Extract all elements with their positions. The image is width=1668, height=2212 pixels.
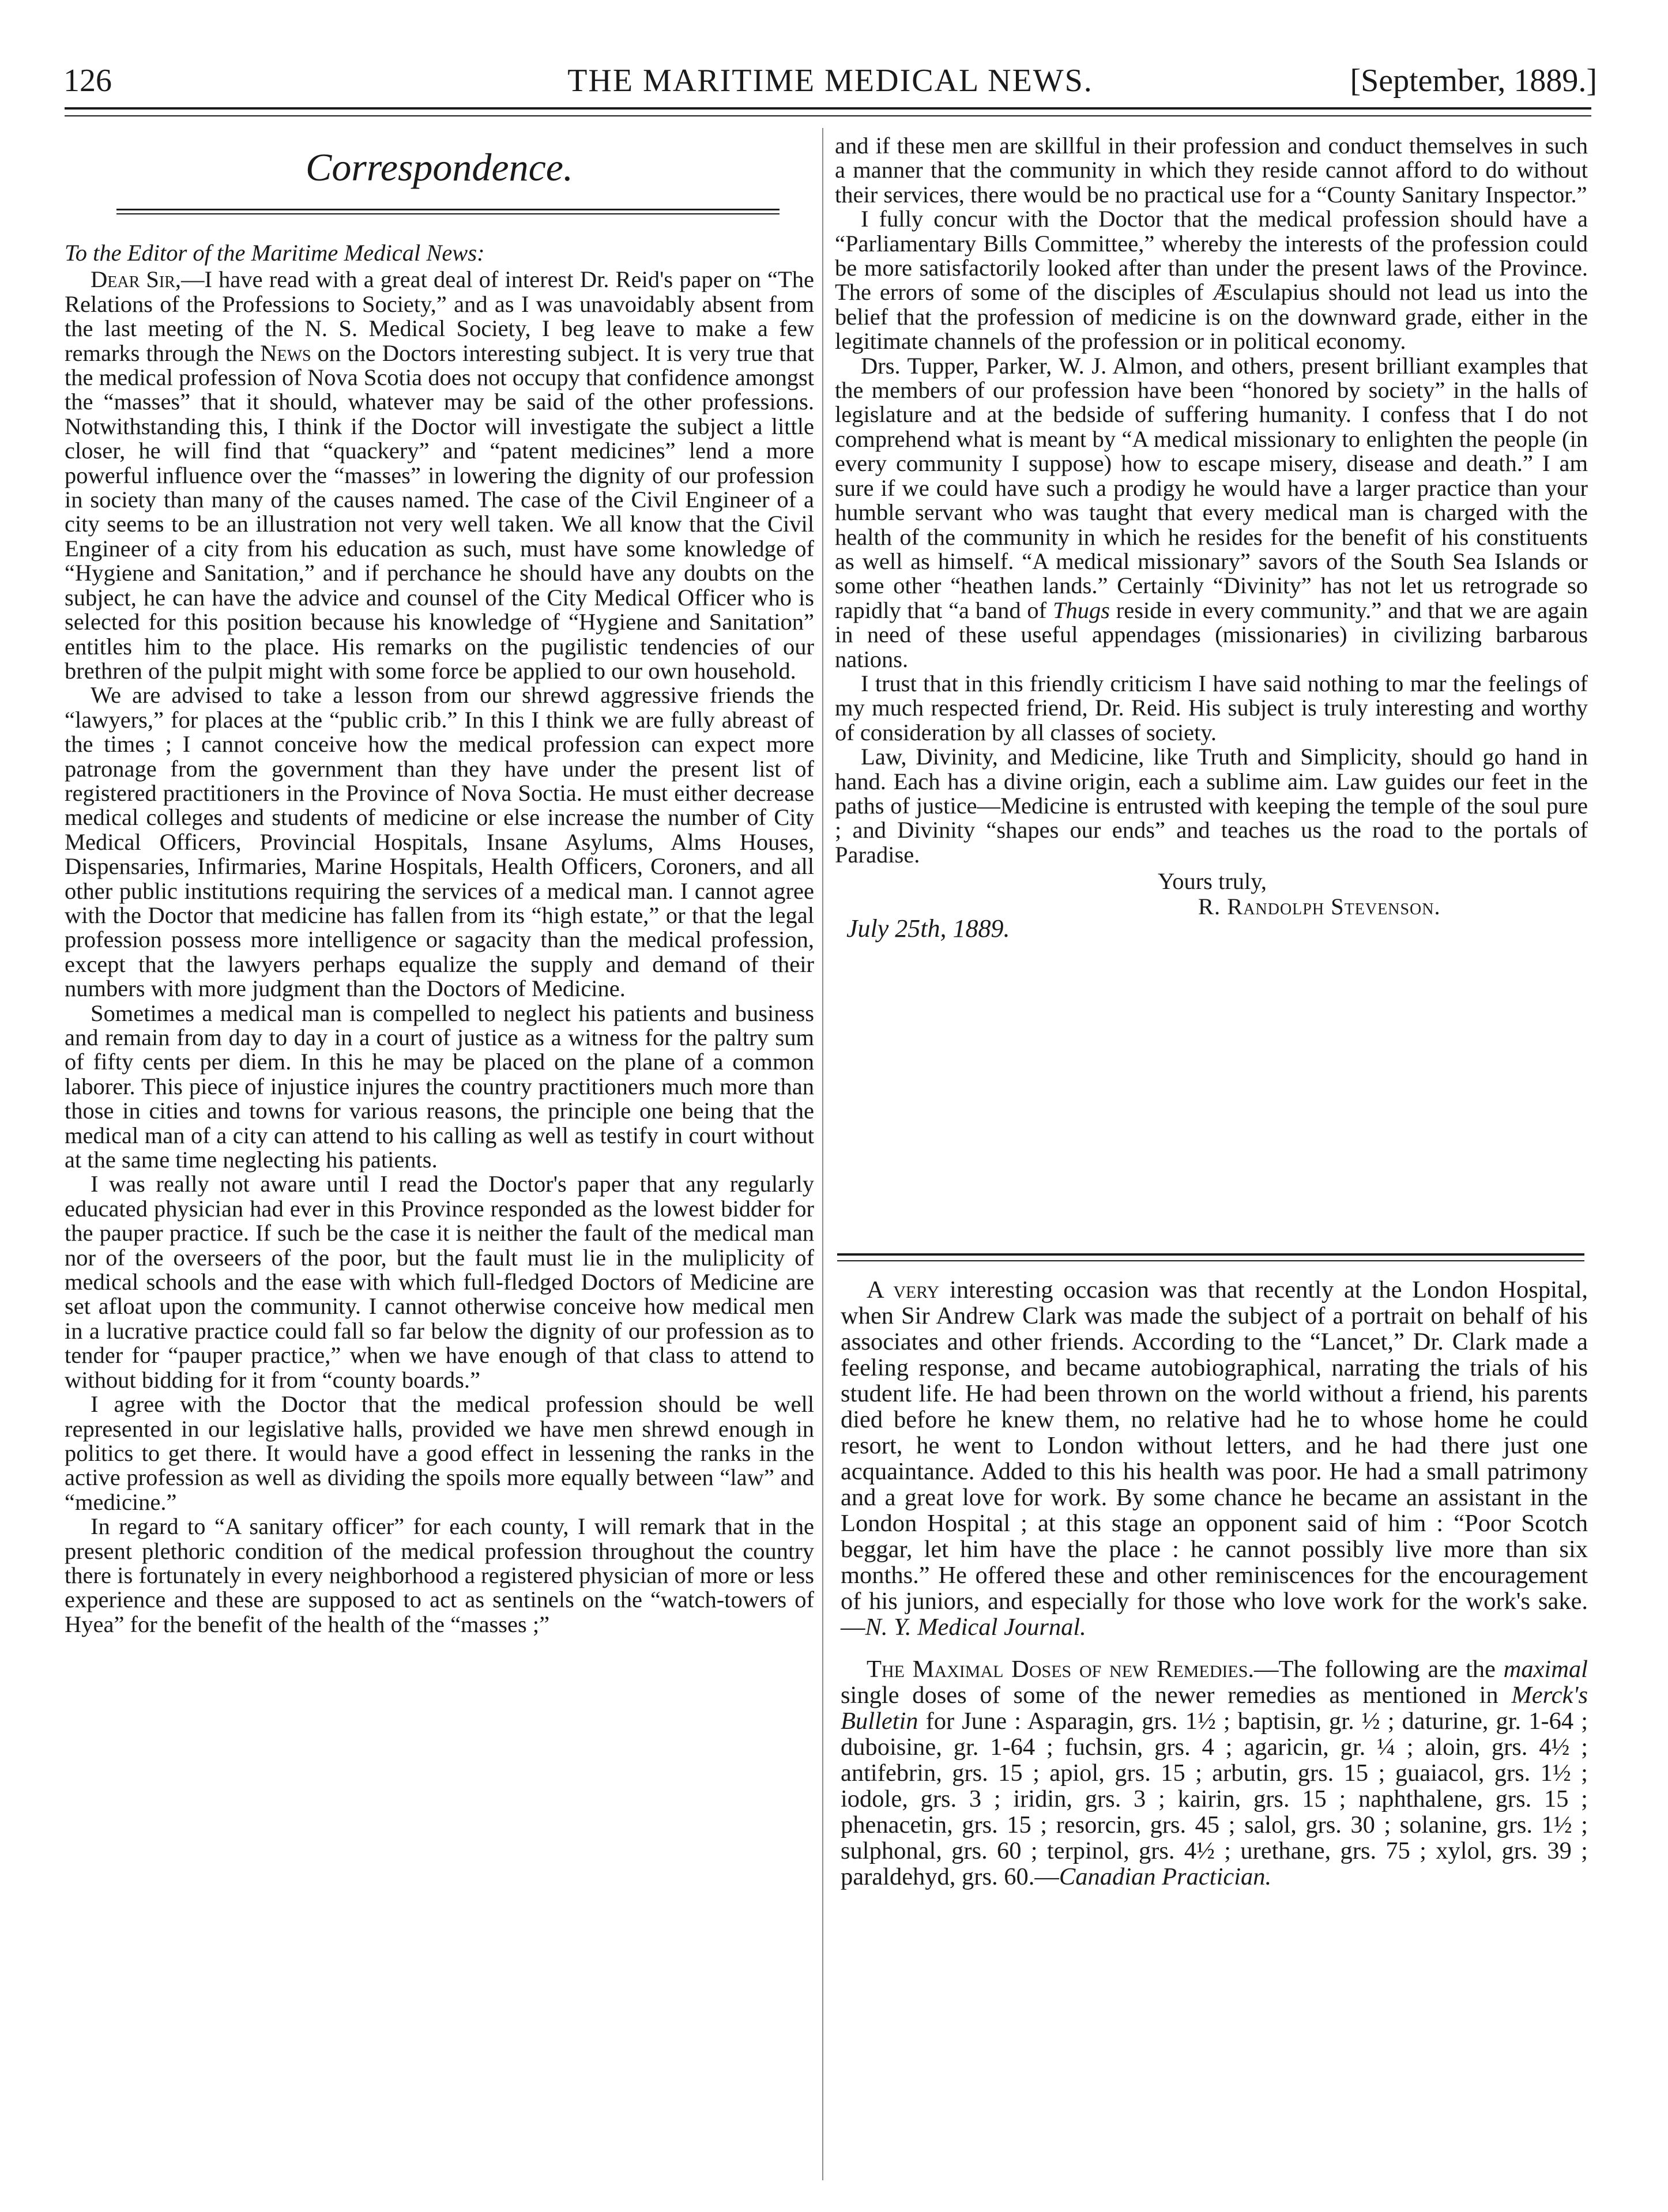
doses-item — [841, 1656, 1588, 1890]
letter-paragraph-2: We are advised to take a lesson from our shrewd aggressive friends the “lawyers,” for places at the “public crib.” In this I think we are fully abreast of the times ; I cannot conceive how the medical profession can expect more patronage from the government than they have under the present list of registered practitioners in the Province of Nova Soctia. He must either decrease medical colleges and students of medicine or else increase the number of City Medical Officers, Provincial Hospitals, Insane Asylums, Alms Houses, Dispensaries, Infirmaries, Marine Hospitals, Health Officers, Coroners, and all other public institutions requiring the services of a medical man. I cannot agree with the Doctor that medicine has fallen from its “high estate,” or that the legal profession possess more intelligence or sagacity than the medical profession, except that the lawyers perhaps equalize the supply and demand of their numbers with more judgment than the Doctors of Medicine. — [65, 682, 814, 1002]
letter-paragraph-9 — [835, 354, 1588, 672]
maximal-word: maximal — [1503, 1656, 1588, 1683]
paragraph-text: —I have read with a great deal of interest Dr. Reid's paper on “The Relations of the Professions to Society,” and as I was unavoidably absent from the last meeting of the N. S. Medical Society, I beg leave to make a few remarks through the — [65, 266, 814, 366]
salutation: Dear Sir, — [91, 266, 182, 293]
item-heading: The Maximal Doses of new Remedies. — [867, 1656, 1255, 1683]
journal-title: THE MARITIME MEDICAL NEWS. — [567, 63, 1093, 99]
head-rule-top — [65, 107, 1591, 110]
head-rule-bottom — [65, 115, 1591, 116]
correspondence-column-right — [835, 133, 1588, 943]
running-head — [63, 55, 1597, 107]
source-citation: Canadian Practician. — [1059, 1863, 1272, 1890]
clark-item — [841, 1277, 1588, 1640]
source-citation: N. Y. Medical Journal. — [865, 1614, 1086, 1641]
dateline: July 25th, 1889. — [846, 914, 1010, 943]
paragraph-text: reside in every community.” and that we are again in need of these useful appendages (missionaries) in civilizing barbarous nations. — [835, 597, 1588, 672]
letter-paragraph-7: and if these men are skillful in their profession and conduct themselves in such a manner that the community in which they reside cannot afford to do without their services, there would be no practical use for a “County Sanitary Inspector.” — [835, 133, 1588, 208]
closing-phrase: Yours truly, — [1158, 868, 1267, 895]
section-title: Correspondence. — [306, 145, 573, 189]
title-rule — [116, 209, 780, 210]
thugs-word: Thugs — [1052, 597, 1110, 623]
paragraph-text: on the Doctors interesting subject. It is very true that the medical profession of Nova Scotia does not occupy that confidence amongst the “masses” that it should, whatever may be said of the other professions. Notwithstanding this, I think if the Doctor will investigate the subject a little closer, he will find that “quackery” and “patent medicines” lend a more powerful influence over the “masses” in lowering the dignity of our profession in society than many of the causes named. The case of the Civil Engineer of a city seems to be an illustration not very well taken. We all know that the Civil Engineer of a city from his education as such, must have some knowledge of “Hygiene and Sanitation,” and if perchance he should have any doubts on the subject, he can have the advice and counsel of the City Medical Officer who is selected for this position because his knowledge of “Hygiene and Sanitation” entitles him to the place. His remarks on the pugilistic tendencies of our brethren of the pulpit might with some force be applied to our own household. — [65, 340, 814, 684]
paragraph-text: single doses of some of the newer remedies as mentioned in — [841, 1682, 1512, 1709]
letter-paragraph-1 — [65, 267, 814, 683]
news-items — [841, 1277, 1588, 1890]
letter-paragraph-10: I trust that in this friendly criticism I have said nothing to mar the feelings of my much respected friend, Dr. Reid. His subject is truly interesting and worthy of consideration by all classes of society. — [835, 670, 1588, 745]
news-word: News — [260, 340, 311, 366]
page-number: 126 — [63, 63, 112, 99]
separator-rule-thin — [837, 1260, 1584, 1261]
letter-paragraph-6: In regard to “A sanitary officer” for each county, I will remark that in the present plethoric condition of the medical profession throughout the country there is fortunately in every neighborhood a registered physician of more or less experience and these are supposed to act as sentinels on the “watch-towers of Hyea” for the benefit of the health of the “masses ;” — [65, 1513, 814, 1637]
letter-closing — [835, 868, 1588, 943]
bulletin-title: Merck's Bulletin — [841, 1682, 1588, 1735]
letter-paragraph-11: Law, Divinity, and Medicine, like Truth and Simplicity, should go hand in hand. Each has a divine origin, each a sublime aim. Law guides our feet in the paths of justice—Medicine is entrusted with keeping the temple of the soul pure ; and Divinity “shapes our ends” and teaches us the road to the portals of Paradise. — [835, 744, 1588, 868]
signature: R. Randolph Stevenson. — [1198, 894, 1441, 920]
paragraph-text: Drs. Tupper, Parker, W. J. Almon, and others, present brilliant examples that the members of our profession have been “honored by society” in the halls of legislature and at the bedside of suffering humanity. I confess that I do not comprehend what is meant by “A medical missionary to enlighten the people (in every community I suppose) how to escape misery, disease and death.” I am sure if we could have such a prodigy he would have a larger practice than your humble servant who was taught that every medical man is charged with the health of the community in which he resides for the benefit of his constituents as well as himself. “A medical missionary” savors of the South Sea Islands or some other “heathen lands.” Certainly “Divinity” has not let us retrograde so rapidly that “a band of — [835, 352, 1588, 623]
letter-paragraph-3: Sometimes a medical man is compelled to neglect his patients and business and remain from day to day in a court of justice as a witness for the paltry sum of fifty cents per diem. In this he may be placed on the plane of a common laborer. This piece of injustice injures the country practitioners much more than those in cities and towns for various reasons, the principle one being that the medical man of a city can attend to his calling as well as testify in court without at the same time neglecting his patients. — [65, 1000, 814, 1173]
letter-paragraph-4: I was really not aware until I read the Doctor's paper that any regularly educated physician had ever in this Province responded as the lowest bidder for the pauper practice. If such be the case it is neither the fault of the medical man nor of the overseers of the poor, but the fault must lie in the muliplicity of medical schools and the ease with which full-fledged Doctors of Medicine are set afloat upon the community. I cannot otherwise conceive how medical men in a lucrative practice could fall so far below the dignity of our profession as to tender for “pauper practice,” when we have enough of that class to attend to without bidding for it from “county boards.” — [65, 1171, 814, 1393]
separator-rule — [837, 1253, 1584, 1256]
letter-address: To the Editor of the Maritime Medical News: — [65, 240, 485, 266]
title-rule-thin — [116, 213, 780, 214]
correspondence-column-left — [65, 134, 814, 1637]
letter-paragraph-8: I fully concur with the Doctor that the medical profession should have a “Parliamentary Bills Committee,” whereby the interests of the profession could be more satisfactorily looked after than under the present laws of the Province. The errors of some of the disciples of Æsculapius should not lead us into the belief that the profession of medicine is on the downward grade, either in the legitimate channels of the profession or in political economy. — [835, 206, 1588, 355]
paragraph-text: —The following are the — [1254, 1656, 1504, 1683]
column-divider — [822, 128, 823, 2180]
paragraph-text: interesting occasion was that recently at the London Hospital, when Sir Andrew Clark was made the subject of a portrait on behalf of his associates and other friends. According to the “Lancet,” Dr. Clark made a feeling response, and became autobiographical, narrating the trials of his student life. He had been thrown on the world without a friend, his parents died before he knew them, no relative had he to whose home he could resort, he went to London without letters, and he had there just one acquaintance. Added to this his health was poor. He had a small patrimony and a great love for work. By some chance he became an assistant in the London Hospital ; at this stage an opponent said of him : “Poor Scotch beggar, let him have the place : he cannot possibly live more than six months.” He offered these and other reminiscences for the encouragement of his juniors, and especially for those who love work for the work's sake.— — [841, 1276, 1588, 1641]
dose-list: for June : Asparagin, grs. 1½ ; baptisin, gr. ½ ; daturine, gr. 1-64 ; duboisine, gr. 1-64 ; fuchsin, grs. 4 ; agaricin, gr. ¼ ; aloin, grs. 4½ ; antifebrin, grs. 15 ; apiol, grs. 15 ; arbutin, grs. 15 ; guaiacol, grs. 1½ ; iodole, grs. 3 ; iridin, grs. 3 ; kairin, grs. 15 ; naphthalene, grs. 15 ; phenacetin, grs. 15 ; resorcin, grs. 45 ; salol, grs. 30 ; solanine, grs. 1½ ; sulphonal, grs. 60 ; terpinol, grs. 4½ ; urethane, grs. 75 ; xylol, grs. 39 ; paraldehyd, grs. 60.— — [841, 1708, 1588, 1890]
lead-words: A very — [867, 1276, 940, 1303]
issue-date: [September, 1889.] — [1350, 63, 1597, 99]
letter-paragraph-5: I agree with the Doctor that the medical profession should be well represented in our legislative halls, provided we have men shrewd enough in politics to get there. It would have a good effect in lessening the ranks in the active profession as well as dividing the spoils more equally between “law” and “medicine.” — [65, 1391, 814, 1515]
